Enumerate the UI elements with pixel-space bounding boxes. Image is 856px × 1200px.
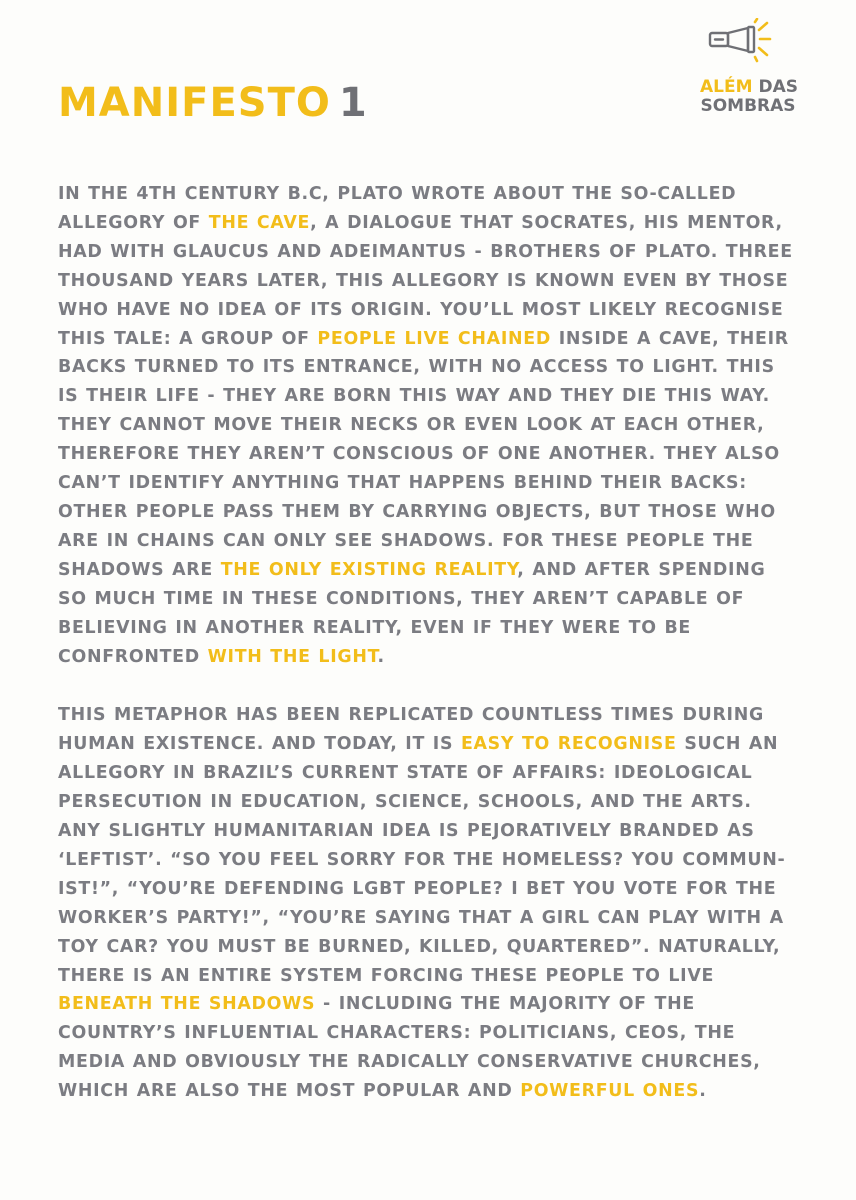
highlighted-phrase: BENEATH THE SHADOWS bbox=[58, 994, 316, 1015]
text-run: , AND AFTER SPENDING SO MUCH TIME IN THESE CONDITIONS, THEY AREN’T CAPABLE OF BELIEVING IN ANOTHER REALITY, EVEN IF THEY WERE TO BE CONFRONTED bbox=[58, 559, 766, 667]
highlighted-phrase: WITH THE LIGHT bbox=[207, 646, 378, 667]
text-run: SUCH AN ALLEGORY IN BRAZIL’S CURRENT STATE OF AFFAIRS: IDEOLOGICAL PERSECUTION IN EDUCATION, SCIENCE, SCHOOLS, AND THE ARTS. ANY SLIGHTLY HUMANITARIAN IDEA IS PEJORATIVELY BRANDED AS ‘LEFTIST’. “SO YOU FEEL SORRY FOR THE HOMELESS? YOU COMMUN-IST!”, “YOU’RE DEFENDING LGBT PEOPLE? I BET YOU VOTE FOR THE WORKER’S PARTY!”, “YOU’RE SAYING THAT A GIRL CAN PLAY WITH A TOY CAR? YOU MUST BE BURNED, KILLED, QUARTERED”. NATURALLY, THERE IS AN ENTIRE SYSTEM FORCING THESE PEOPLE TO LIVE bbox=[58, 734, 786, 986]
title-number: 1 bbox=[338, 80, 368, 126]
manifesto-body bbox=[58, 180, 794, 1106]
paragraph-1 bbox=[58, 180, 794, 671]
brand-logo bbox=[700, 18, 800, 118]
highlighted-phrase: PEOPLE LIVE CHAINED bbox=[317, 328, 551, 349]
title-word: MANIFESTO bbox=[58, 80, 331, 126]
logo-line-2: SOMBRAS bbox=[700, 96, 796, 116]
text-run: . bbox=[699, 1081, 707, 1102]
highlighted-phrase: THE CAVE bbox=[208, 212, 311, 233]
text-run: . bbox=[377, 646, 385, 667]
paragraph-2 bbox=[58, 701, 794, 1106]
flashlight-icon bbox=[704, 18, 796, 76]
logo-word-das: DAS bbox=[758, 77, 798, 97]
text-run: INSIDE A CAVE, THEIR BACKS TURNED TO ITS ENTRANCE, WITH NO ACCESS TO LIGHT. THIS IS THEIR LIFE - THEY ARE BORN THIS WAY AND THEY DIE THIS WAY. THEY CANNOT MOVE THEIR NECKS OR EVEN LOOK AT EACH OTHER, THEREFORE THEY AREN’T CONSCIOUS OF ONE ANOTHER. THEY ALSO CAN’T IDENTIFY ANYTHING THAT HAPPENS BEHIND THEIR BACKS: OTHER PEOPLE PASS THEM BY CARRYING OBJECTS, BUT THOSE WHO ARE IN CHAINS CAN ONLY SEE SHADOWS. FOR THESE PEOPLE THE SHADOWS ARE bbox=[58, 328, 789, 580]
text-run: IN THE 4TH CENTURY B.C, PLATO WROTE ABOUT THE SO-CALLED ALLEGORY OF bbox=[58, 184, 737, 233]
logo-line-1 bbox=[700, 78, 796, 97]
text-run: , A DIALOGUE THAT SOCRATES, HIS MENTOR, HAD WITH GLAUCUS AND ADEIMANTUS - BROTHERS OF PLATO. THREE THOUSAND YEARS LATER, THIS ALLEGORY IS KNOWN EVEN BY THOSE WHO HAVE NO IDEA OF ITS ORIGIN. YOU’LL MOST LIKELY RECOGNISE THIS TALE: A GROUP OF bbox=[58, 212, 793, 349]
text-run: THIS METAPHOR HAS BEEN REPLICATED COUNTLESS TIMES DURING HUMAN EXISTENCE. AND TODAY, IT IS bbox=[58, 705, 764, 755]
page-title bbox=[58, 80, 368, 126]
highlighted-phrase: POWERFUL ONES bbox=[520, 1081, 700, 1102]
highlighted-phrase: EASY TO RECOGNISE bbox=[460, 734, 677, 755]
logo-word-alem: ALÉM bbox=[700, 77, 753, 97]
highlighted-phrase: THE ONLY EXISTING REALITY bbox=[220, 559, 518, 580]
text-run: - INCLUDING THE MAJORITY OF THE COUNTRY’S INFLUENTIAL CHARACTERS: POLITICIANS, CEOS, THE MEDIA AND OBVIOUSLY THE RADICALLY CONSERVATIVE CHURCHES, WHICH ARE ALSO THE MOST POPULAR AND bbox=[58, 994, 761, 1102]
